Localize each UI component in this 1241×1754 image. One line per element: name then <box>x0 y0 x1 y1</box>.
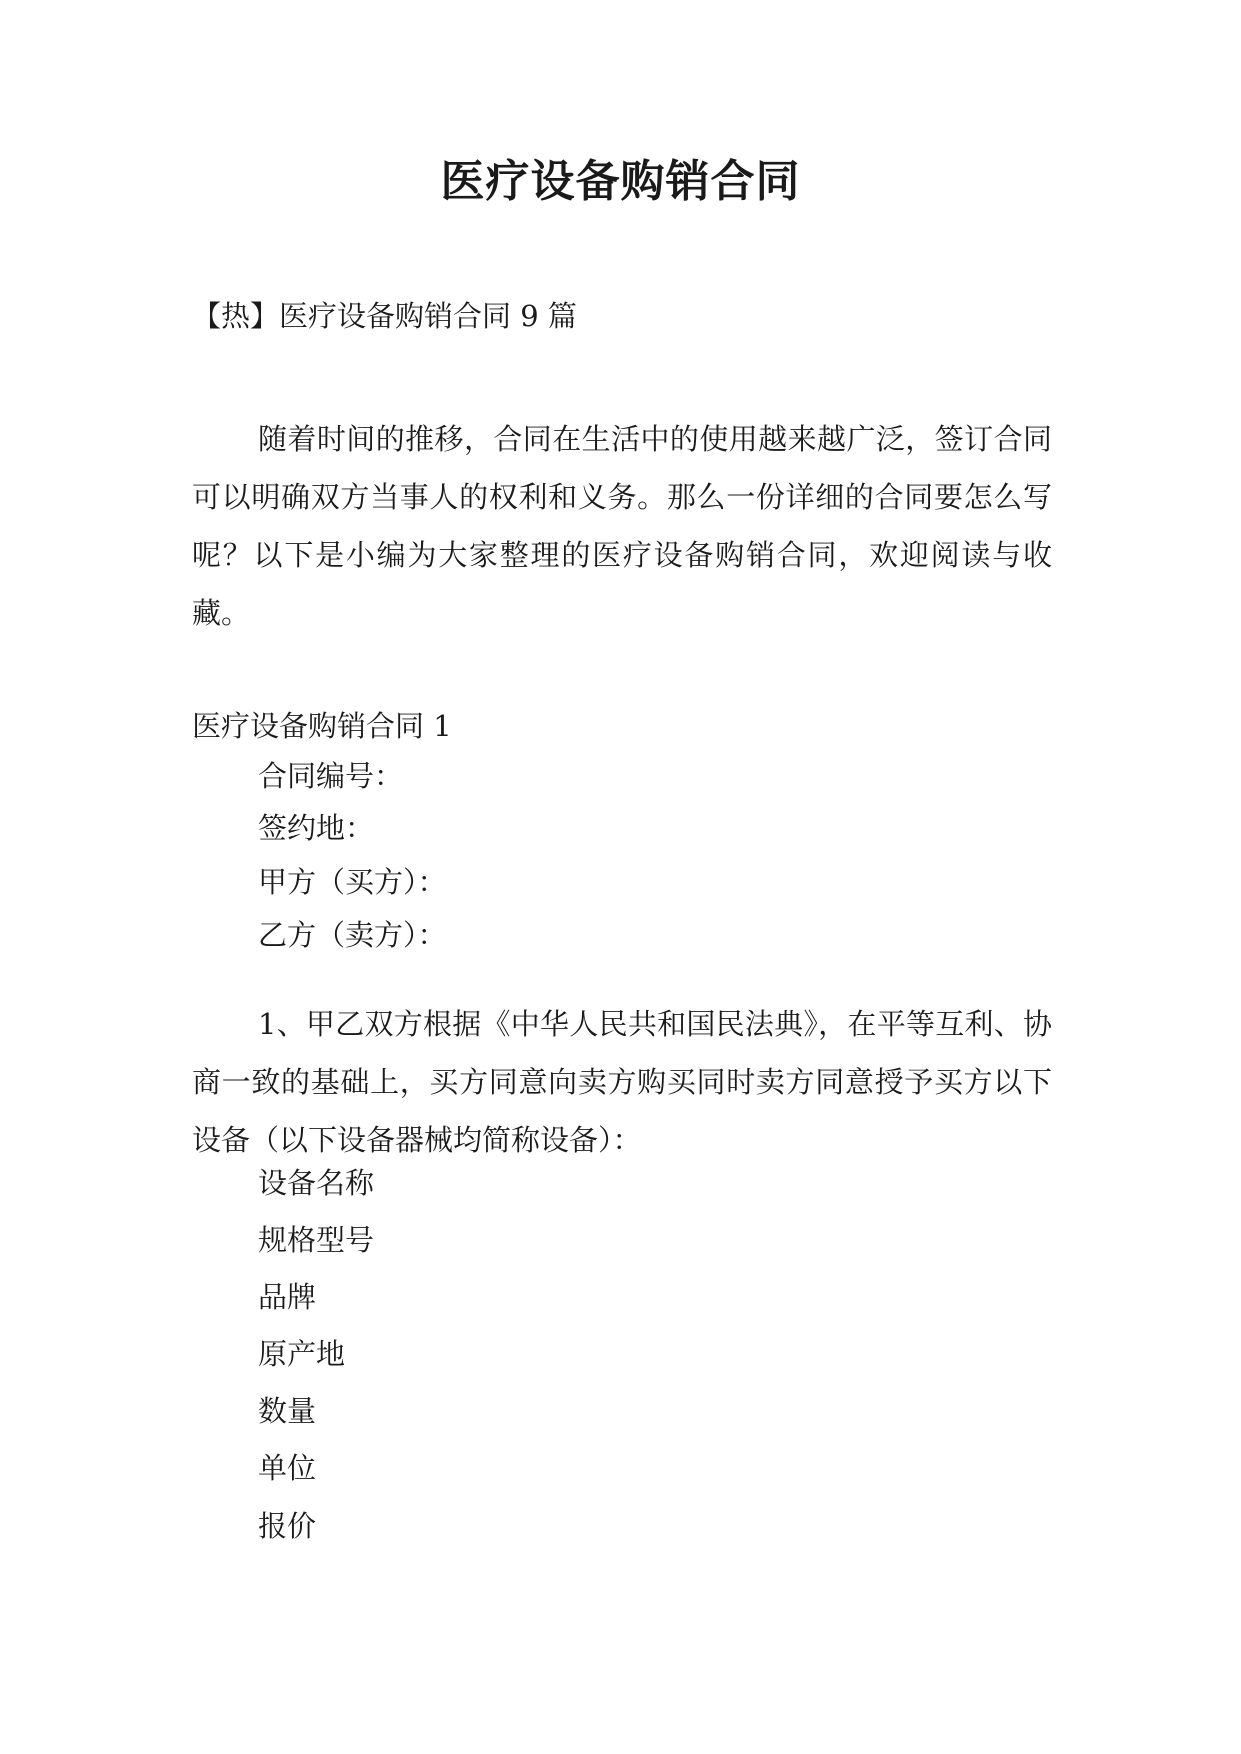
equipment-unit-label: 单位 <box>258 1451 317 1485</box>
section-title-contract-1: 医疗设备购销合同 1 <box>192 709 452 743</box>
equipment-price-label: 报价 <box>258 1509 317 1543</box>
equipment-name-label: 设备名称 <box>258 1166 375 1200</box>
clause-1-paragraph: 1、甲乙双方根据《中华人民共和国民法典》，在平等互利、协商一致的基础上，买方同意向卖方购买同时卖方同意授予买方以下设备（以下设备器械均简称设备）： <box>192 1007 1052 1157</box>
equipment-model-label: 规格型号 <box>258 1223 375 1257</box>
contract-number-label: 合同编号： <box>258 759 404 793</box>
document-title: 医疗设备购销合同 <box>440 156 801 207</box>
party-b-label: 乙方（卖方）： <box>258 918 447 952</box>
document-subtitle: 【热】医疗设备购销合同 9 篇 <box>192 299 577 333</box>
equipment-quantity-label: 数量 <box>258 1394 317 1428</box>
party-a-label: 甲方（买方）： <box>258 865 447 899</box>
signing-place-label: 签约地： <box>258 811 375 845</box>
equipment-brand-label: 品牌 <box>258 1280 317 1314</box>
equipment-origin-label: 原产地 <box>258 1337 346 1371</box>
intro-paragraph: 随着时间的推移，合同在生活中的使用越来越广泛，签订合同可以明确双方当事人的权利和义务。那么一份详细的合同要怎么写呢？以下是小编为大家整理的医疗设备购销合同，欢迎阅读与收藏。 <box>192 422 1052 630</box>
